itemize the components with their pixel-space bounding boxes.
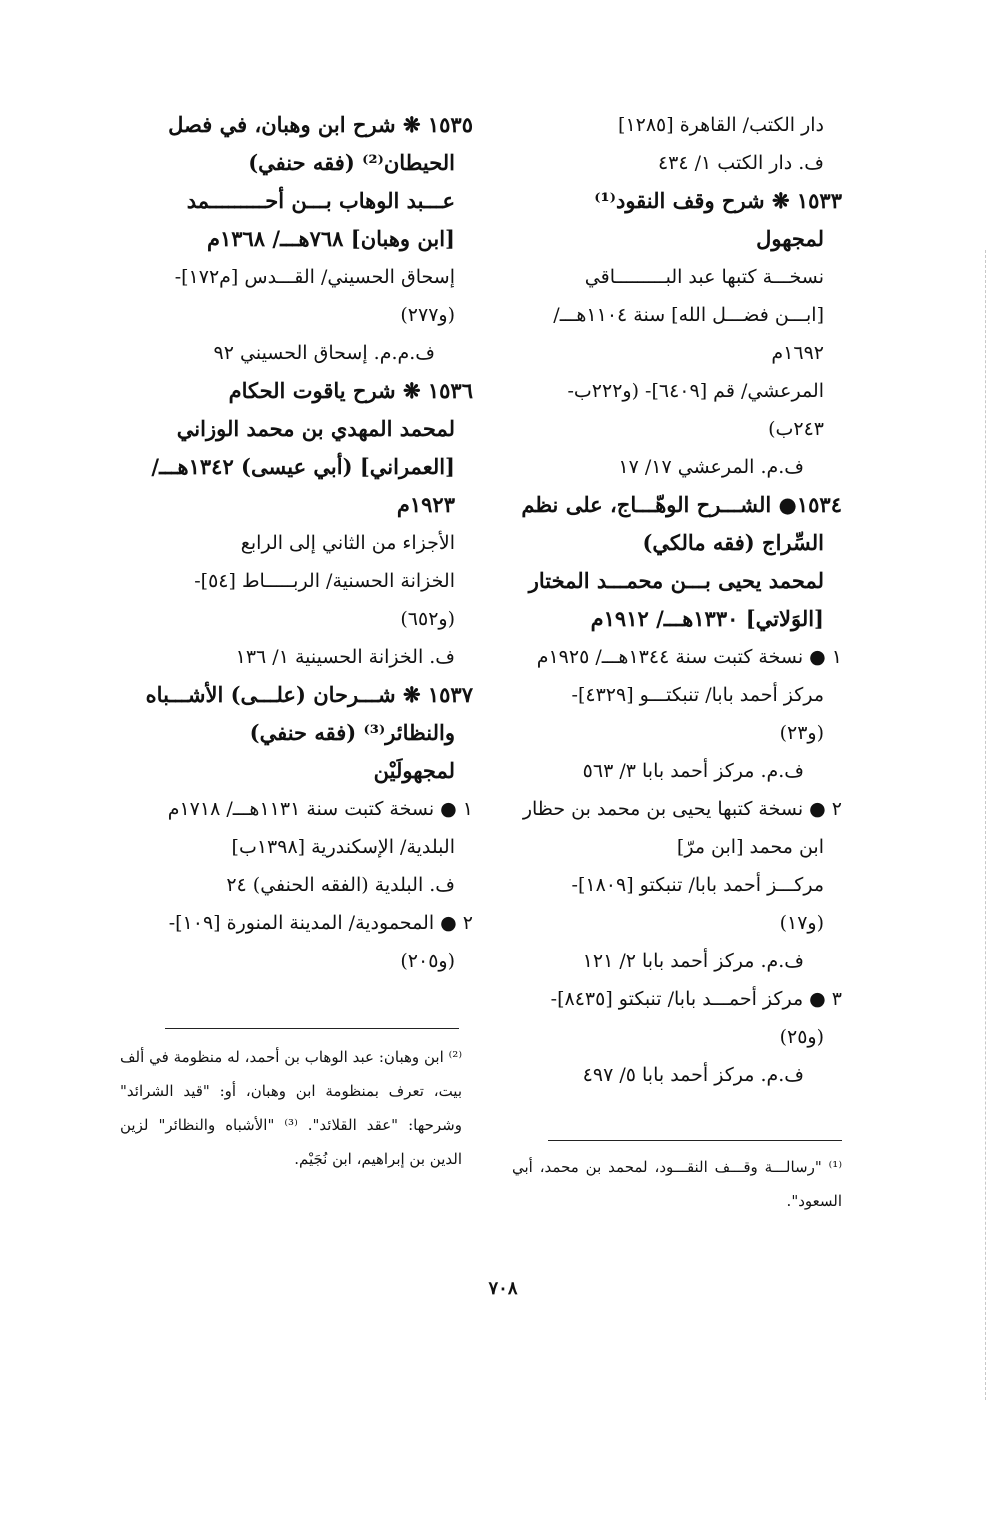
manuscript-item: ٢ ● نسخة كتبها يحيى بن محمد بن حظار	[522, 798, 842, 820]
entry-heading-cont: والنظائر⁽³⁾ (فقه حنفي)	[249, 720, 455, 745]
catalog-ref: ف.م. مركز أحمد بابا ٢/ ١٢١	[582, 950, 804, 972]
author-line: لمجهولَيْن	[373, 758, 455, 783]
text-line: ابن محمد [ابن مرّ]	[676, 836, 824, 858]
author-line: لمجهول	[756, 226, 824, 251]
library-line: دار الكتب/ القاهرة [١٢٨٥]	[618, 114, 824, 136]
scan-edge-line	[985, 250, 986, 1400]
left-column	[133, 106, 473, 980]
author-line: [العمراني] (أبي عيسى) ١٣٤٢هـــ/	[151, 454, 455, 479]
author-line: لمحمد المهدي بن محمد الوزاني	[176, 416, 455, 441]
entry-heading-1537: ١٥٣٧ ❋ شـــرحان (علـــى) الأشـــباه	[145, 682, 473, 707]
footnote-divider	[548, 1140, 842, 1141]
manuscript-item: ٣ ● مركز أحمـــد بابا/ تنبكتو [٨٤٣٥]-	[550, 988, 842, 1010]
author-line: [ابن وهبان] ٧٦٨هـــ/ ١٣٦٨م	[206, 226, 455, 251]
library-line: ٢٤٣ب)	[768, 418, 824, 440]
author-line: عـــبد الوهاب بـــن أحـــــــــمد	[186, 188, 455, 213]
text-line: نسخـــة كتبها عبد البـــــــــاقي	[584, 266, 824, 288]
catalog-ref: ف. البلدية (الفقه الحنفي) ٢٤	[226, 874, 455, 896]
library-line: (و٢٧٧)	[400, 304, 455, 326]
page-number: ٧٠٨	[488, 1278, 518, 1299]
library-line: البلدية/ الإسكندرية [١٣٩٨ب]	[231, 836, 455, 858]
library-line: (و١٧)	[779, 912, 824, 934]
right-column	[520, 106, 842, 1094]
catalog-ref: ف. دار الكتب ١/ ٤٣٤	[657, 152, 824, 174]
catalog-ref: ف.م. مركز أحمد بابا ٣/ ٥٦٣	[582, 760, 804, 782]
entry-heading-1536: ١٥٣٦ ❋ شرح ياقوت الحكام	[228, 378, 473, 403]
library-line: الخزانة الحسنية/ الربـــــاط [٥٤]-	[194, 570, 455, 592]
library-line: (و٦٥٢)	[400, 608, 455, 630]
text-line: الأجزاء من الثاني إلى الرابع	[240, 532, 455, 554]
footnote-divider	[165, 1028, 459, 1029]
manuscript-item: ٢ ● المحمودية/ المدينة المنورة [١٠٩]-	[168, 912, 473, 934]
library-line: (و٢٣)	[779, 722, 824, 744]
manuscript-item: ١ ● نسخة كتبت سنة ١٣٤٤هـــ/ ١٩٢٥م	[536, 646, 842, 668]
manuscript-item: ١ ● نسخة كتبت سنة ١١٣١هـــ/ ١٧١٨م	[167, 798, 473, 820]
footnote-right: ⁽¹⁾ "رسالـــة وقـــف النقـــود، لمحمد بن محمد، أبي السعود".	[512, 1158, 842, 1210]
catalog-ref: ف.م. المرعشي ١٧/ ١٧	[618, 456, 804, 478]
text-line: ١٦٩٢م	[771, 342, 824, 364]
entry-heading-1533: ١٥٣٣ ❋ شرح وقف النقود⁽¹⁾	[594, 188, 842, 213]
entry-heading-1534: ١٥٣٤● الشـــرح الوهّـــاج، على نظم	[521, 492, 842, 517]
entry-heading-1535: ١٥٣٥ ❋ شرح ابن وهبان، في فصل	[168, 112, 473, 137]
catalog-ref: ف.م. مركز أحمد بابا ٥/ ٤٩٧	[582, 1064, 804, 1086]
author-line: [الوَلاتي] ١٣٣٠هـــ/ ١٩١٢م	[590, 606, 824, 631]
library-line: مركز أحمد بابا/ تنبكتـــو [٤٣٢٩]-	[571, 684, 824, 706]
library-line: إسحاق الحسيني/ القـــدس [م١٧٢]-	[174, 266, 455, 288]
entry-heading-cont: الحيطان⁽²⁾ (فقه حنفي)	[248, 150, 455, 175]
footnote-left: ⁽²⁾ ابن وهبان: عبد الوهاب بن أحمد، له منظومة في ألف بيت، تعرف بمنظومة ابن وهبان، أو: "قيد الشرائد" وشرحها: "عقد القلائد". ⁽³⁾ "الأشباه والنظائر" لزين الدين بن إبراهيم، ابن نُجَيْم.	[120, 1048, 462, 1168]
library-line: المرعشي/ قم [٦٤٠٩]- (و٢٢٢ب-	[567, 380, 824, 402]
author-line: لمحمد يحيى بـــن محمـــد المختار	[528, 568, 824, 593]
text-line: [ابـــن فضـــل الله] سنة ١١٠٤هـــ/	[553, 304, 824, 326]
catalog-ref: ف. الخزانة الحسينية ١/ ١٣٦	[235, 646, 455, 668]
library-line: (و٢٠٥)	[400, 950, 455, 972]
catalog-ref: ف.م.م. إسحاق الحسيني ٩٢	[213, 342, 435, 364]
library-line: مركـــز أحمد بابا/ تنبكتو [١٨٠٩]-	[571, 874, 824, 896]
entry-heading-cont: السِّراج (فقه مالكي)	[642, 530, 824, 555]
author-line: ١٩٢٣م	[396, 492, 455, 517]
library-line: (و٢٥)	[779, 1026, 824, 1048]
